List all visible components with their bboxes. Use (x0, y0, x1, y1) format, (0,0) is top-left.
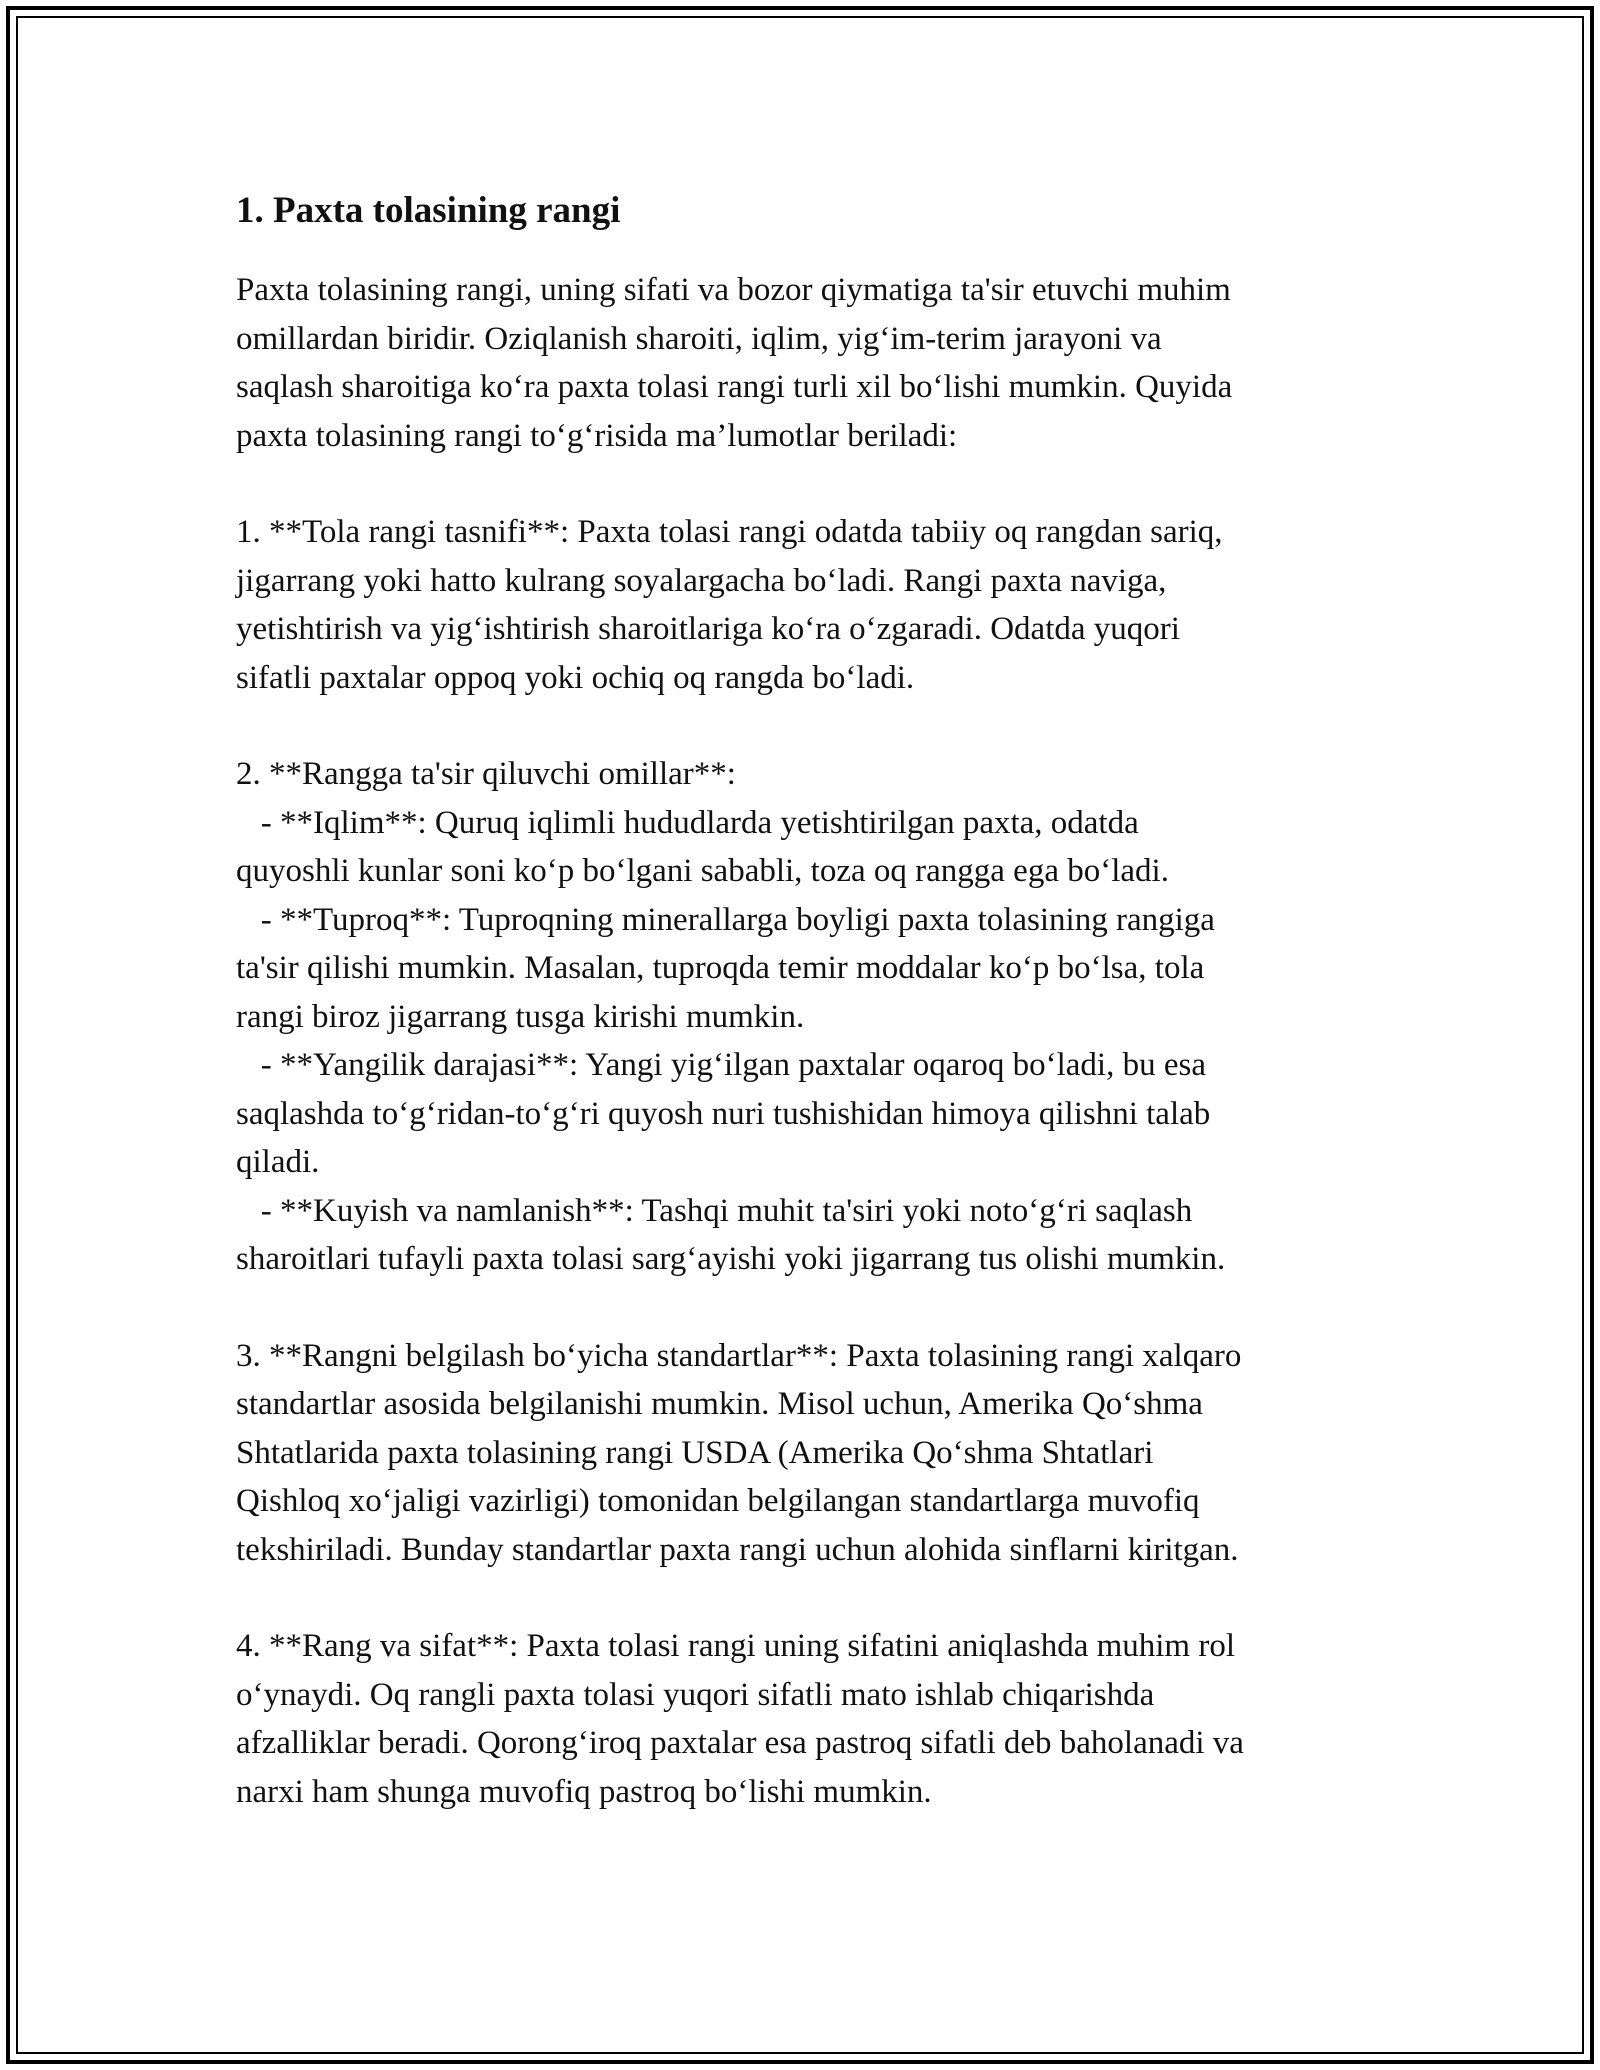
text-line: paxta tolasining rangi to‘g‘risida ma’lumotlar beriladi: (236, 417, 958, 454)
item-1-paragraph (236, 508, 1406, 702)
text-line: sifatli paxtalar oppoq yoki ochiq oq rangda bo‘ladi. (236, 659, 915, 696)
text-line: tekshiriladi. Bunday standartlar paxta rangi uchun alohida sinflarni kiritgan. (236, 1531, 1239, 1568)
text-line: Shtatlarida paxta tolasining rangi USDA (Amerika Qo‘shma Shtatlari (236, 1434, 1154, 1471)
text-line: saqlash sharoitiga ko‘ra paxta tolasi rangi turli xil bo‘lishi mumkin. Quyida (236, 369, 1233, 405)
section-heading: 1. Paxta tolasining rangi (236, 190, 621, 231)
text-line: 1. **Tola rangi tasnifi**: Paxta tolasi rangi odatda tabiiy oq rangdan sariq, (236, 514, 1223, 550)
text-line: Qishloq xo‘jaligi vazirligi) tomonidan belgilangan standartlarga muvofiq (236, 1483, 1200, 1519)
text-line: o‘ynaydi. Oq rangli paxta tolasi yuqori sifatli mato ishlab chiqarishda (236, 1676, 1155, 1713)
document-body (236, 186, 1406, 1864)
text-line: Paxta tolasining rangi, uning sifati va bozor qiymatiga ta'sir etuvchi muhim (236, 272, 1231, 308)
text-line: qiladi. (236, 1144, 320, 1180)
text-line: - **Kuyish va namlanish**: Tashqi muhit ta'siri yoki noto‘g‘ri saqlash (236, 1192, 1193, 1229)
text-line: 2. **Rangga ta'sir qiluvchi omillar**: (236, 756, 736, 792)
text-line: saqlashda to‘g‘ridan-to‘g‘ri quyosh nuri tushishidan himoya qilishni talab (236, 1095, 1211, 1132)
intro-paragraph (236, 266, 1406, 460)
text-line: sharoitlari tufayli paxta tolasi sarg‘ayishi yoki jigarrang tus olishi mumkin. (236, 1241, 1226, 1277)
text-line: yetishtirish va yig‘ishtirish sharoitlariga ko‘ra o‘zgaradi. Odatda yuqori (236, 611, 1180, 647)
text-line: narxi ham shunga muvofiq pastroq bo‘lishi mumkin. (236, 1773, 932, 1810)
text-line: 4. **Rang va sifat**: Paxta tolasi rangi uning sifatini aniqlashda muhim rol (236, 1628, 1236, 1664)
text-line: rangi biroz jigarrang tusga kirishi mumkin. (236, 998, 805, 1035)
text-line: omillardan biridir. Oziqlanish sharoiti, iqlim, yig‘im-terim jarayoni va (236, 320, 1162, 357)
item-2-paragraph (236, 750, 1406, 1284)
text-line: - **Iqlim**: Quruq iqlimli hududlarda yetishtirilgan paxta, odatda (236, 804, 1139, 841)
text-line: - **Tuproq**: Tuproqning minerallarga boyligi paxta tolasining rangiga (236, 901, 1215, 938)
text-line: ta'sir qilishi mumkin. Masalan, tuproqda temir moddalar ko‘p bo‘lsa, tola (236, 950, 1205, 986)
text-line: quyoshli kunlar soni ko‘p bo‘lgani sababli, toza oq rangga ega bo‘ladi. (236, 853, 1169, 889)
text-line: - **Yangilik darajasi**: Yangi yig‘ilgan paxtalar oqaroq bo‘ladi, bu esa (236, 1047, 1206, 1083)
item-4-paragraph (236, 1622, 1406, 1816)
text-line: afzalliklar beradi. Qorong‘iroq paxtalar esa pastroq sifatli deb baholanadi va (236, 1725, 1244, 1761)
text-line: 3. **Rangni belgilash bo‘yicha standartlar**: Paxta tolasining rangi xalqaro (236, 1337, 1242, 1374)
item-3-paragraph (236, 1332, 1406, 1575)
text-line: standartlar asosida belgilanishi mumkin. Misol uchun, Amerika Qo‘shma (236, 1386, 1203, 1422)
text-line: jigarrang yoki hatto kulrang soyalargacha bo‘ladi. Rangi paxta naviga, (236, 562, 1167, 599)
